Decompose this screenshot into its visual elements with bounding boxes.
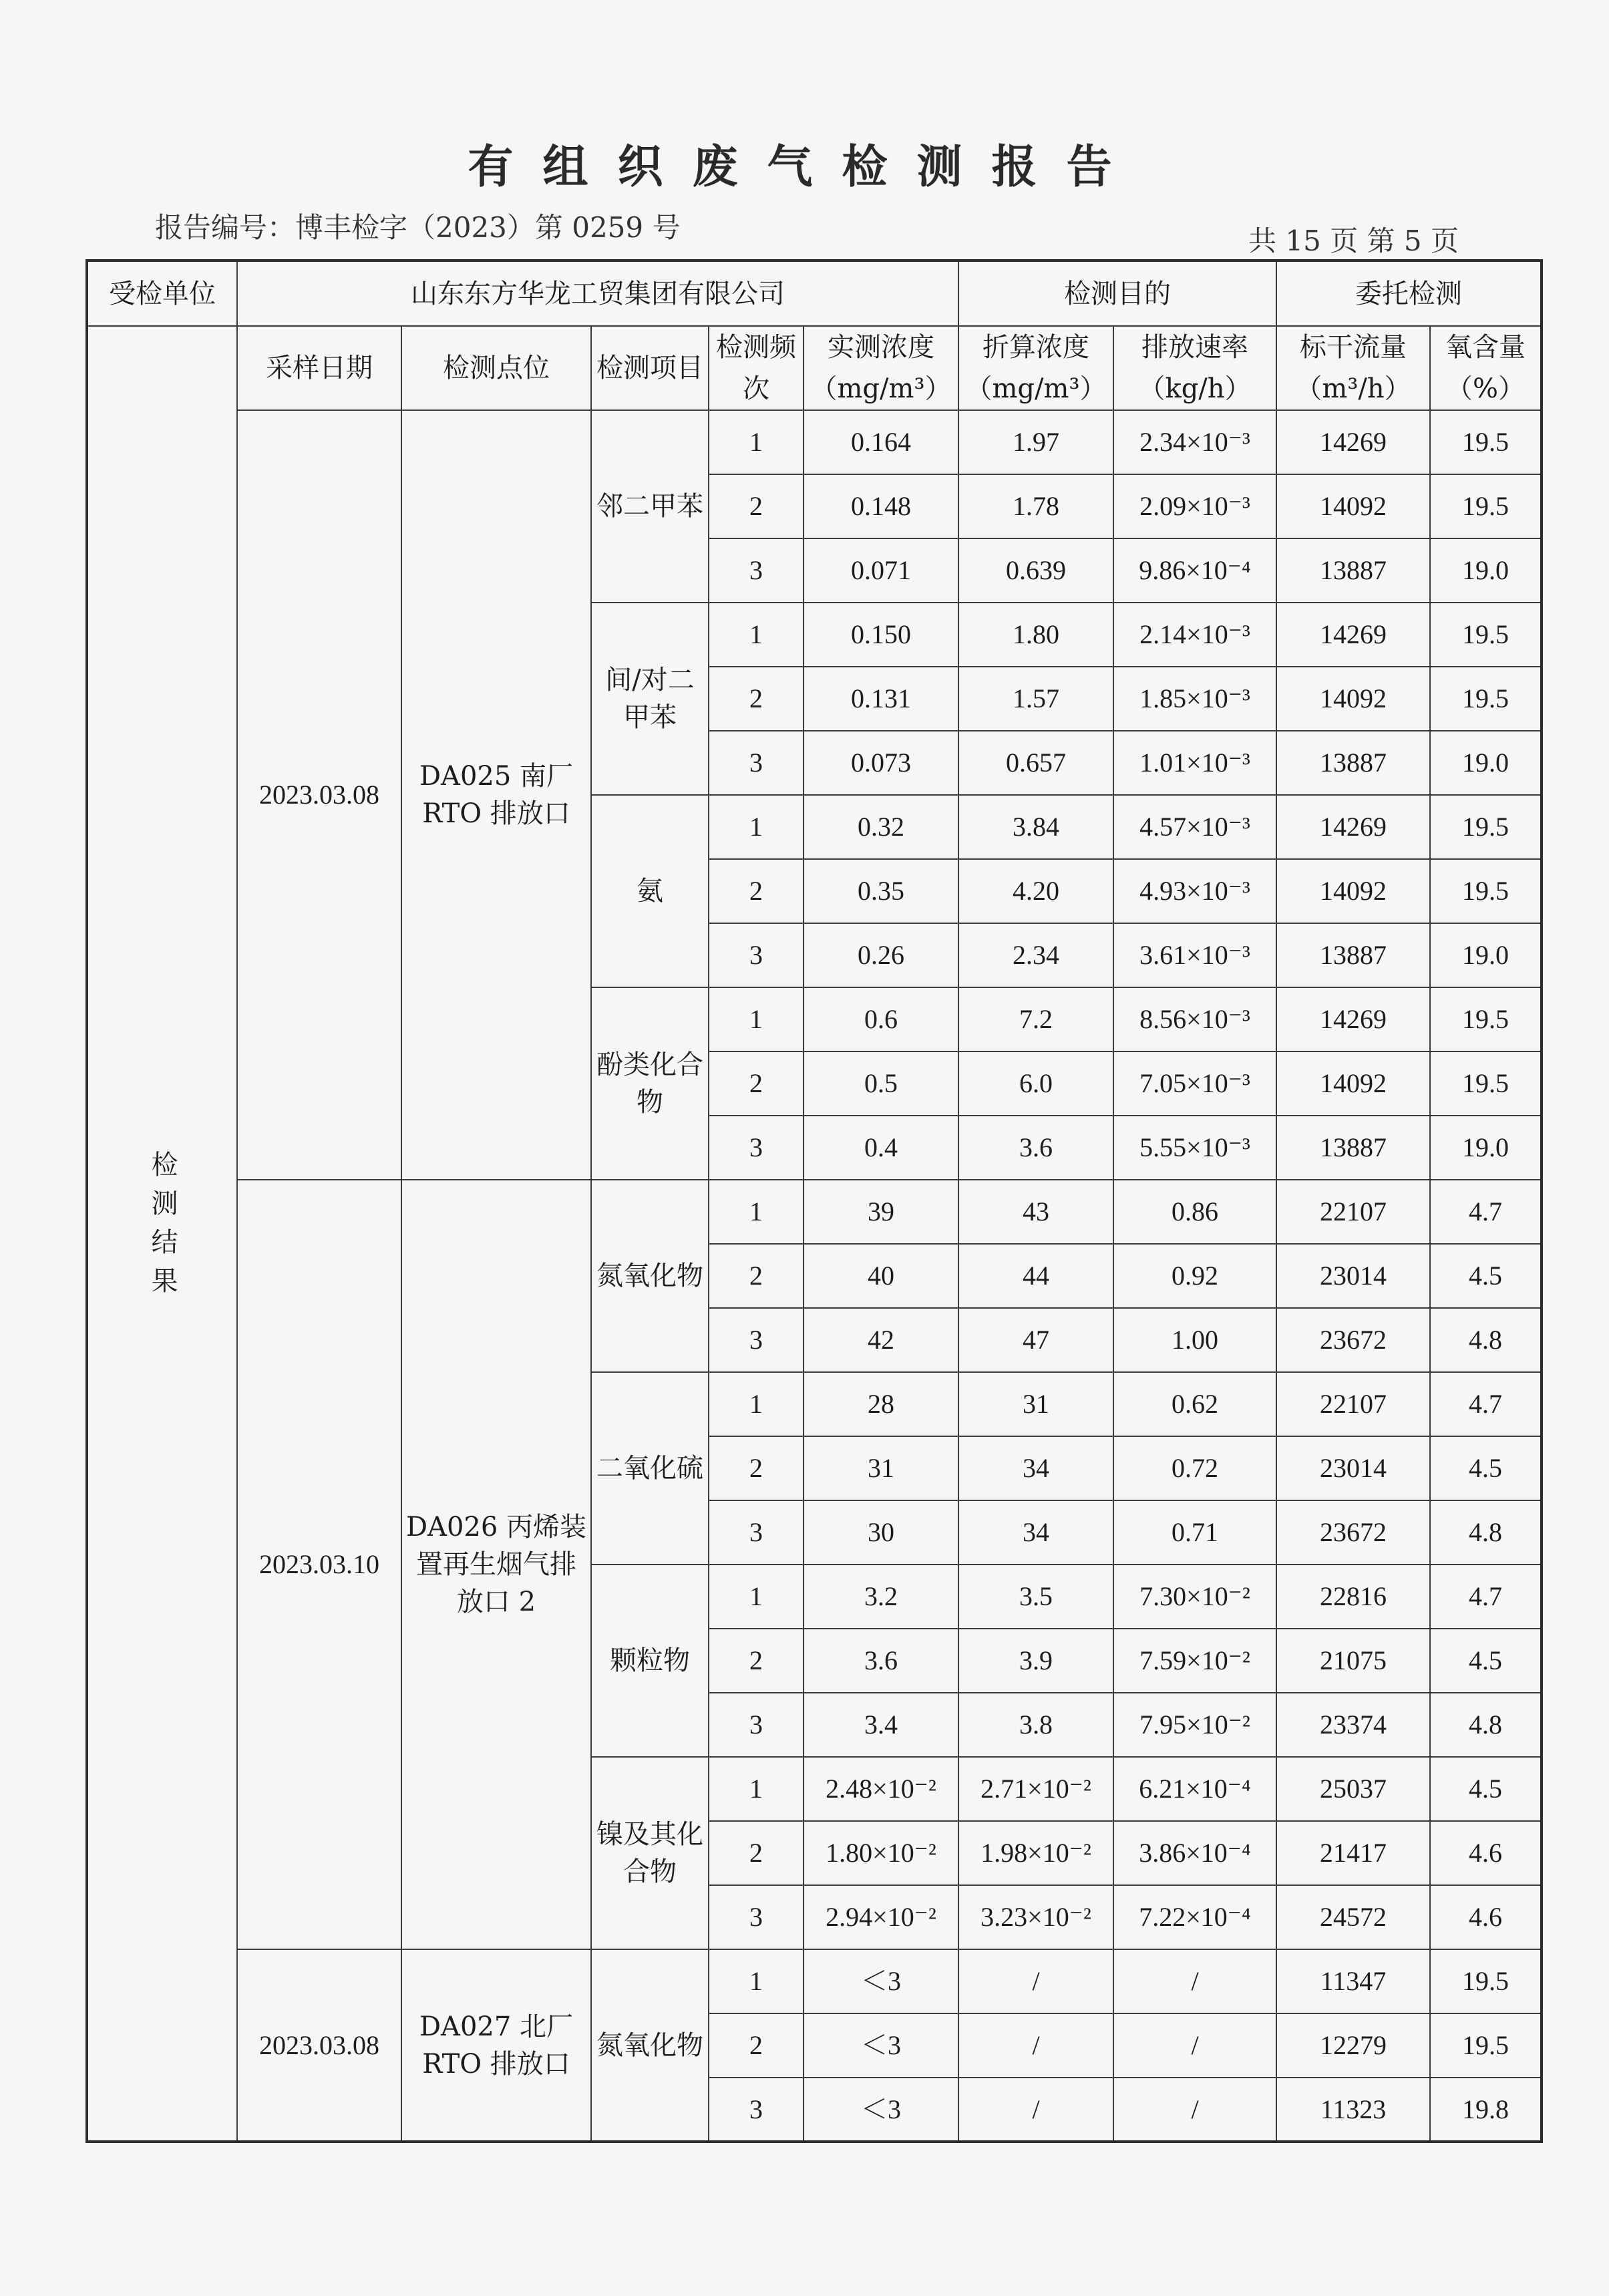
converted-concentration-cell: 0.657 [958, 731, 1113, 795]
oxygen-cell: 19.5 [1430, 795, 1542, 859]
oxygen-cell: 19.5 [1430, 2013, 1542, 2078]
flow-cell: 14092 [1276, 859, 1430, 923]
measured-concentration-cell: 39 [803, 1180, 958, 1244]
frequency-cell: 3 [709, 731, 803, 795]
oxygen-cell: 4.8 [1430, 1693, 1542, 1757]
flow-cell: 14269 [1276, 410, 1430, 474]
emission-rate-cell: 1.01×10⁻³ [1113, 731, 1276, 795]
flow-cell: 22816 [1276, 1565, 1430, 1629]
measured-concentration-cell: 3.2 [803, 1565, 958, 1629]
emission-rate-cell: 3.86×10⁻⁴ [1113, 1821, 1276, 1885]
measured-concentration-cell: 2.94×10⁻² [803, 1885, 958, 1949]
measured-concentration-cell: ＜3 [803, 1949, 958, 2013]
frequency-cell: 1 [709, 1372, 803, 1436]
unit-label: 受检单位 [87, 261, 237, 326]
converted-concentration-cell: 4.20 [958, 859, 1113, 923]
flow-cell: 14092 [1276, 667, 1430, 731]
emission-rate-cell: 8.56×10⁻³ [1113, 987, 1276, 1051]
frequency-cell: 2 [709, 1629, 803, 1693]
frequency-cell: 1 [709, 987, 803, 1051]
measured-concentration-cell: 40 [803, 1244, 958, 1308]
purpose-label: 检测目的 [958, 261, 1276, 326]
converted-concentration-cell: 2.34 [958, 923, 1113, 987]
test-item: 颗粒物 [591, 1565, 709, 1757]
frequency-cell: 2 [709, 859, 803, 923]
frequency-cell: 3 [709, 1885, 803, 1949]
emission-rate-cell: 2.09×10⁻³ [1113, 474, 1276, 538]
table-row [87, 1180, 1542, 1244]
flow-cell: 23014 [1276, 1244, 1430, 1308]
emission-rate-cell: / [1113, 2013, 1276, 2078]
frequency-cell: 3 [709, 1308, 803, 1372]
header-item: 检测项目 [591, 326, 709, 410]
header-measured: 实测浓度 （mg/m³） [803, 326, 958, 410]
flow-cell: 14092 [1276, 474, 1430, 538]
oxygen-cell: 19.5 [1430, 859, 1542, 923]
detection-table [85, 259, 1543, 2143]
converted-concentration-cell: 0.639 [958, 538, 1113, 603]
measured-concentration-cell: 0.5 [803, 1051, 958, 1116]
measured-concentration-cell: 0.148 [803, 474, 958, 538]
oxygen-cell: 19.5 [1430, 987, 1542, 1051]
measured-concentration-cell: 1.80×10⁻² [803, 1821, 958, 1885]
converted-concentration-cell: 31 [958, 1372, 1113, 1436]
flow-cell: 22107 [1276, 1372, 1430, 1436]
monitoring-point: DA025 南厂 RTO 排放口 [401, 410, 591, 1180]
oxygen-cell: 19.5 [1430, 1949, 1542, 2013]
frequency-cell: 2 [709, 1821, 803, 1885]
frequency-cell: 1 [709, 603, 803, 667]
converted-concentration-cell: 6.0 [958, 1051, 1113, 1116]
emission-rate-cell: 6.21×10⁻⁴ [1113, 1757, 1276, 1821]
measured-concentration-cell: 3.6 [803, 1629, 958, 1693]
emission-rate-cell: 1.85×10⁻³ [1113, 667, 1276, 731]
monitoring-point: DA027 北厂 RTO 排放口 [401, 1949, 591, 2142]
frequency-cell: 3 [709, 1500, 803, 1565]
oxygen-cell: 4.8 [1430, 1308, 1542, 1372]
header-point: 检测点位 [401, 326, 591, 410]
converted-concentration-cell: 3.5 [958, 1565, 1113, 1629]
converted-concentration-cell: 2.71×10⁻² [958, 1757, 1113, 1821]
emission-rate-cell: 2.34×10⁻³ [1113, 410, 1276, 474]
flow-cell: 14092 [1276, 1051, 1430, 1116]
frequency-cell: 1 [709, 1757, 803, 1821]
test-item: 酚类化合物 [591, 987, 709, 1180]
emission-rate-cell: / [1113, 1949, 1276, 2013]
oxygen-cell: 4.5 [1430, 1436, 1542, 1500]
converted-concentration-cell: 43 [958, 1180, 1113, 1244]
flow-cell: 23672 [1276, 1500, 1430, 1565]
flow-cell: 23374 [1276, 1693, 1430, 1757]
flow-cell: 14269 [1276, 795, 1430, 859]
report-number: 报告编号：博丰检字（2023）第 0259 号 [155, 211, 681, 244]
page-info: 共 15 页 第 5 页 [1248, 224, 1459, 257]
flow-cell: 25037 [1276, 1757, 1430, 1821]
emission-rate-cell: 7.05×10⁻³ [1113, 1051, 1276, 1116]
frequency-cell: 3 [709, 923, 803, 987]
converted-concentration-cell: 3.84 [958, 795, 1113, 859]
flow-cell: 24572 [1276, 1885, 1430, 1949]
emission-rate-cell: 9.86×10⁻⁴ [1113, 538, 1276, 603]
measured-concentration-cell: 0.073 [803, 731, 958, 795]
converted-concentration-cell: 1.98×10⁻² [958, 1821, 1113, 1885]
unit-row [87, 261, 1542, 326]
emission-rate-cell: 7.30×10⁻² [1113, 1565, 1276, 1629]
oxygen-cell: 4.8 [1430, 1500, 1542, 1565]
test-item: 邻二甲苯 [591, 410, 709, 603]
oxygen-cell: 19.5 [1430, 410, 1542, 474]
flow-cell: 21075 [1276, 1629, 1430, 1693]
measured-concentration-cell: 0.164 [803, 410, 958, 474]
converted-concentration-cell: 1.80 [958, 603, 1113, 667]
measured-concentration-cell: ＜3 [803, 2013, 958, 2078]
emission-rate-cell: 5.55×10⁻³ [1113, 1116, 1276, 1180]
unit-name: 山东东方华龙工贸集团有限公司 [237, 261, 958, 326]
converted-concentration-cell: 1.78 [958, 474, 1113, 538]
header-oxygen: 氧含量 （%） [1430, 326, 1542, 410]
frequency-cell: 2 [709, 1436, 803, 1500]
flow-cell: 23014 [1276, 1436, 1430, 1500]
measured-concentration-cell: 31 [803, 1436, 958, 1500]
flow-cell: 11347 [1276, 1949, 1430, 2013]
oxygen-cell: 19.8 [1430, 2078, 1542, 2142]
oxygen-cell: 4.7 [1430, 1565, 1542, 1629]
frequency-cell: 3 [709, 538, 803, 603]
measured-concentration-cell: 2.48×10⁻² [803, 1757, 958, 1821]
header-flow: 标干流量 （m³/h） [1276, 326, 1430, 410]
test-item: 氨 [591, 795, 709, 987]
oxygen-cell: 4.6 [1430, 1885, 1542, 1949]
converted-concentration-cell: 34 [958, 1436, 1113, 1500]
flow-cell: 12279 [1276, 2013, 1430, 2078]
flow-cell: 11323 [1276, 2078, 1430, 2142]
test-item: 二氧化硫 [591, 1372, 709, 1565]
measured-concentration-cell: 0.4 [803, 1116, 958, 1180]
emission-rate-cell: 1.00 [1113, 1308, 1276, 1372]
measured-concentration-cell: 0.131 [803, 667, 958, 731]
frequency-cell: 3 [709, 1693, 803, 1757]
flow-cell: 21417 [1276, 1821, 1430, 1885]
flow-cell: 14269 [1276, 987, 1430, 1051]
measured-concentration-cell: 28 [803, 1372, 958, 1436]
measured-concentration-cell: 0.26 [803, 923, 958, 987]
frequency-cell: 1 [709, 1180, 803, 1244]
measured-concentration-cell: 3.4 [803, 1693, 958, 1757]
converted-concentration-cell: 47 [958, 1308, 1113, 1372]
measured-concentration-cell: 0.35 [803, 859, 958, 923]
converted-concentration-cell: 3.6 [958, 1116, 1113, 1180]
oxygen-cell: 19.0 [1430, 731, 1542, 795]
oxygen-cell: 19.5 [1430, 1051, 1542, 1116]
frequency-cell: 2 [709, 2013, 803, 2078]
measured-concentration-cell: 0.6 [803, 987, 958, 1051]
frequency-cell: 1 [709, 410, 803, 474]
monitoring-point: DA026 丙烯装置再生烟气排放口 2 [401, 1180, 591, 1949]
flow-cell: 23672 [1276, 1308, 1430, 1372]
frequency-cell: 2 [709, 474, 803, 538]
emission-rate-cell: 3.61×10⁻³ [1113, 923, 1276, 987]
flow-cell: 22107 [1276, 1180, 1430, 1244]
frequency-cell: 3 [709, 2078, 803, 2142]
flow-cell: 13887 [1276, 538, 1430, 603]
table-row [87, 410, 1542, 474]
converted-concentration-cell: / [958, 2013, 1113, 2078]
frequency-cell: 1 [709, 1949, 803, 2013]
test-item: 间/对二甲苯 [591, 603, 709, 795]
converted-concentration-cell: 3.23×10⁻² [958, 1885, 1113, 1949]
oxygen-cell: 19.0 [1430, 538, 1542, 603]
frequency-cell: 2 [709, 1051, 803, 1116]
flow-cell: 13887 [1276, 1116, 1430, 1180]
header-date: 采样日期 [237, 326, 401, 410]
emission-rate-cell: 0.71 [1113, 1500, 1276, 1565]
header-converted: 折算浓度 （mg/m³） [958, 326, 1113, 410]
oxygen-cell: 19.0 [1430, 923, 1542, 987]
measured-concentration-cell: 0.150 [803, 603, 958, 667]
emission-rate-cell: 0.62 [1113, 1372, 1276, 1436]
emission-rate-cell: 4.93×10⁻³ [1113, 859, 1276, 923]
measured-concentration-cell: ＜3 [803, 2078, 958, 2142]
measured-concentration-cell: 0.32 [803, 795, 958, 859]
emission-rate-cell: 7.95×10⁻² [1113, 1693, 1276, 1757]
oxygen-cell: 19.5 [1430, 667, 1542, 731]
flow-cell: 13887 [1276, 731, 1430, 795]
converted-concentration-cell: 3.9 [958, 1629, 1113, 1693]
converted-concentration-cell: 1.57 [958, 667, 1113, 731]
converted-concentration-cell: / [958, 2078, 1113, 2142]
sampling-date: 2023.03.08 [237, 410, 401, 1180]
emission-rate-cell: 0.86 [1113, 1180, 1276, 1244]
emission-rate-cell: / [1113, 2078, 1276, 2142]
converted-concentration-cell: 3.8 [958, 1693, 1113, 1757]
oxygen-cell: 4.7 [1430, 1180, 1542, 1244]
oxygen-cell: 4.7 [1430, 1372, 1542, 1436]
oxygen-cell: 19.5 [1430, 603, 1542, 667]
test-item: 氮氧化物 [591, 1180, 709, 1372]
oxygen-cell: 4.5 [1430, 1244, 1542, 1308]
table-row [87, 1949, 1542, 2013]
oxygen-cell: 19.5 [1430, 474, 1542, 538]
frequency-cell: 3 [709, 1116, 803, 1180]
measured-concentration-cell: 0.071 [803, 538, 958, 603]
oxygen-cell: 4.6 [1430, 1821, 1542, 1885]
flow-cell: 14269 [1276, 603, 1430, 667]
emission-rate-cell: 0.92 [1113, 1244, 1276, 1308]
frequency-cell: 2 [709, 667, 803, 731]
purpose-value: 委托检测 [1276, 261, 1542, 326]
oxygen-cell: 4.5 [1430, 1629, 1542, 1693]
converted-concentration-cell: 34 [958, 1500, 1113, 1565]
emission-rate-cell: 7.22×10⁻⁴ [1113, 1885, 1276, 1949]
measured-concentration-cell: 42 [803, 1308, 958, 1372]
converted-concentration-cell: 1.97 [958, 410, 1113, 474]
header-rate: 排放速率 （kg/h） [1113, 326, 1276, 410]
test-item: 氮氧化物 [591, 1949, 709, 2142]
frequency-cell: 1 [709, 795, 803, 859]
emission-rate-cell: 2.14×10⁻³ [1113, 603, 1276, 667]
sampling-date: 2023.03.08 [237, 1949, 401, 2142]
frequency-cell: 2 [709, 1244, 803, 1308]
emission-rate-cell: 0.72 [1113, 1436, 1276, 1500]
frequency-cell: 1 [709, 1565, 803, 1629]
oxygen-cell: 19.0 [1430, 1116, 1542, 1180]
oxygen-cell: 4.5 [1430, 1757, 1542, 1821]
test-item: 镍及其化合物 [591, 1757, 709, 1949]
result-label: 检测结果 [87, 326, 237, 2142]
measured-concentration-cell: 30 [803, 1500, 958, 1565]
emission-rate-cell: 7.59×10⁻² [1113, 1629, 1276, 1693]
sampling-date: 2023.03.10 [237, 1180, 401, 1949]
flow-cell: 13887 [1276, 923, 1430, 987]
header-freq: 检测频次 [709, 326, 803, 410]
converted-concentration-cell: 7.2 [958, 987, 1113, 1051]
page-title: 有组织废气检测报告 [468, 141, 1141, 194]
converted-concentration-cell: / [958, 1949, 1113, 2013]
column-header-row [87, 326, 1542, 410]
emission-rate-cell: 4.57×10⁻³ [1113, 795, 1276, 859]
converted-concentration-cell: 44 [958, 1244, 1113, 1308]
